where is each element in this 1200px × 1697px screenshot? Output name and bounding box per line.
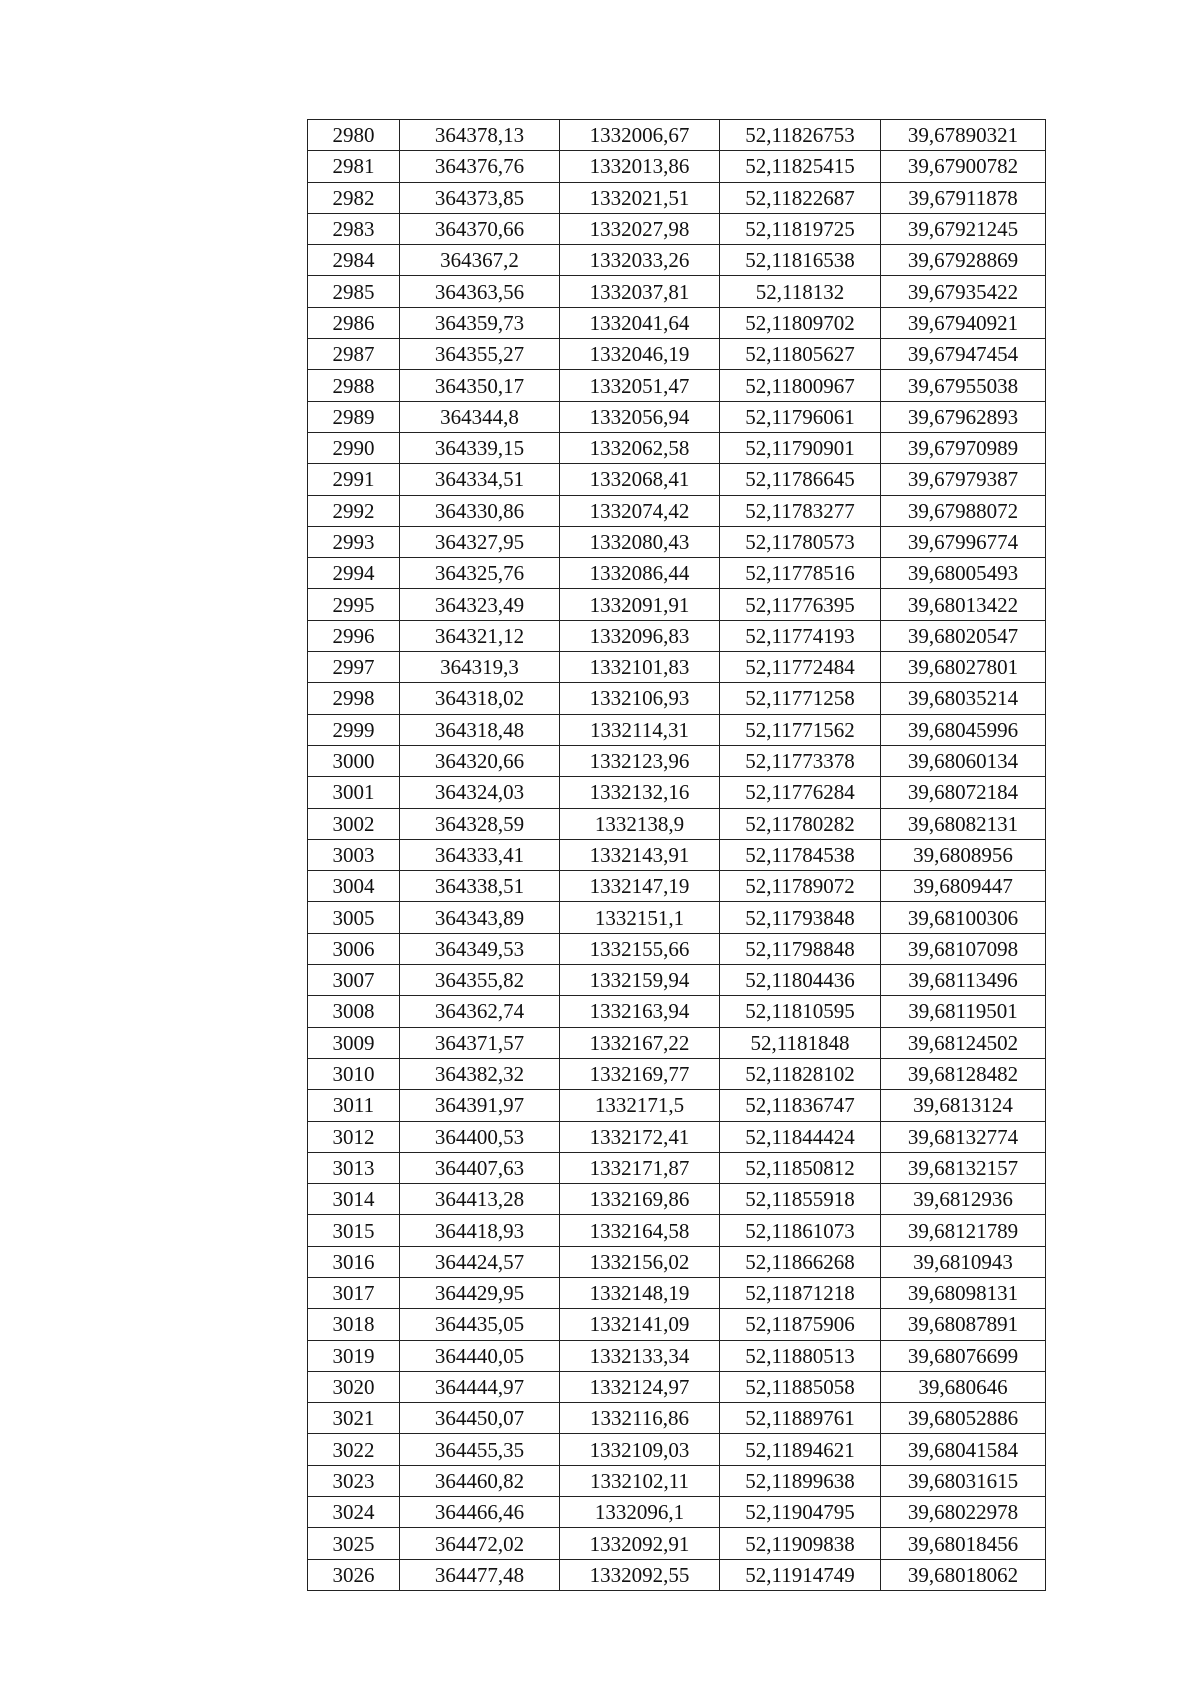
y-coordinate-cell: 1332171,87 [560,1152,720,1183]
longitude-cell: 39,68098131 [881,1277,1046,1308]
point-number-cell: 3001 [308,777,400,808]
y-coordinate-cell: 1332091,91 [560,589,720,620]
latitude-cell: 52,11909838 [720,1528,881,1559]
point-number-cell: 3026 [308,1559,400,1590]
longitude-cell: 39,67955038 [881,370,1046,401]
table-row [308,965,1046,996]
point-number-cell: 2985 [308,276,400,307]
longitude-cell: 39,68035214 [881,683,1046,714]
y-coordinate-cell: 1332046,19 [560,339,720,370]
longitude-cell: 39,680646 [881,1371,1046,1402]
x-coordinate-cell: 364455,35 [400,1434,560,1465]
x-coordinate-cell: 364330,86 [400,495,560,526]
x-coordinate-cell: 364328,59 [400,808,560,839]
latitude-cell: 52,118132 [720,276,881,307]
longitude-cell: 39,68072184 [881,777,1046,808]
y-coordinate-cell: 1332116,86 [560,1403,720,1434]
x-coordinate-cell: 364477,48 [400,1559,560,1590]
latitude-cell: 52,11822687 [720,182,881,213]
point-number-cell: 3020 [308,1371,400,1402]
latitude-cell: 52,11825415 [720,151,881,182]
y-coordinate-cell: 1332132,16 [560,777,720,808]
longitude-cell: 39,67988072 [881,495,1046,526]
table-row [308,714,1046,745]
x-coordinate-cell: 364355,82 [400,965,560,996]
latitude-cell: 52,11796061 [720,401,881,432]
table-row [308,1403,1046,1434]
x-coordinate-cell: 364450,07 [400,1403,560,1434]
point-number-cell: 3019 [308,1340,400,1371]
latitude-cell: 52,11776284 [720,777,881,808]
longitude-cell: 39,67900782 [881,151,1046,182]
y-coordinate-cell: 1332013,86 [560,151,720,182]
y-coordinate-cell: 1332156,02 [560,1246,720,1277]
y-coordinate-cell: 1332171,5 [560,1090,720,1121]
x-coordinate-cell: 364400,53 [400,1121,560,1152]
latitude-cell: 52,11771258 [720,683,881,714]
table-row [308,182,1046,213]
coordinates-table-body [308,120,1046,1591]
table-row [308,307,1046,338]
point-number-cell: 3022 [308,1434,400,1465]
latitude-cell: 52,11914749 [720,1559,881,1590]
y-coordinate-cell: 1332086,44 [560,558,720,589]
table-row [308,401,1046,432]
longitude-cell: 39,68107098 [881,933,1046,964]
y-coordinate-cell: 1332169,77 [560,1058,720,1089]
point-number-cell: 2987 [308,339,400,370]
longitude-cell: 39,68132157 [881,1152,1046,1183]
x-coordinate-cell: 364376,76 [400,151,560,182]
y-coordinate-cell: 1332096,1 [560,1497,720,1528]
table-row [308,1152,1046,1183]
longitude-cell: 39,68087891 [881,1309,1046,1340]
latitude-cell: 52,11850812 [720,1152,881,1183]
latitude-cell: 52,11844424 [720,1121,881,1152]
table-row [308,902,1046,933]
point-number-cell: 3011 [308,1090,400,1121]
point-number-cell: 3016 [308,1246,400,1277]
point-number-cell: 2984 [308,245,400,276]
x-coordinate-cell: 364350,17 [400,370,560,401]
y-coordinate-cell: 1332056,94 [560,401,720,432]
longitude-cell: 39,67947454 [881,339,1046,370]
table-row [308,777,1046,808]
table-row [308,652,1046,683]
x-coordinate-cell: 364407,63 [400,1152,560,1183]
longitude-cell: 39,6810943 [881,1246,1046,1277]
x-coordinate-cell: 364349,53 [400,933,560,964]
point-number-cell: 3021 [308,1403,400,1434]
latitude-cell: 52,11875906 [720,1309,881,1340]
table-row [308,339,1046,370]
y-coordinate-cell: 1332051,47 [560,370,720,401]
x-coordinate-cell: 364355,27 [400,339,560,370]
x-coordinate-cell: 364382,32 [400,1058,560,1089]
y-coordinate-cell: 1332102,11 [560,1465,720,1496]
y-coordinate-cell: 1332068,41 [560,464,720,495]
table-row [308,1184,1046,1215]
point-number-cell: 3025 [308,1528,400,1559]
longitude-cell: 39,68119501 [881,996,1046,1027]
x-coordinate-cell: 364338,51 [400,871,560,902]
table-row [308,526,1046,557]
point-number-cell: 3009 [308,1027,400,1058]
latitude-cell: 52,11819725 [720,213,881,244]
point-number-cell: 3008 [308,996,400,1027]
longitude-cell: 39,67890321 [881,120,1046,151]
longitude-cell: 39,67979387 [881,464,1046,495]
x-coordinate-cell: 364324,03 [400,777,560,808]
x-coordinate-cell: 364435,05 [400,1309,560,1340]
y-coordinate-cell: 1332148,19 [560,1277,720,1308]
latitude-cell: 52,11880513 [720,1340,881,1371]
point-number-cell: 3003 [308,839,400,870]
latitude-cell: 52,11784538 [720,839,881,870]
point-number-cell: 3014 [308,1184,400,1215]
longitude-cell: 39,68020547 [881,620,1046,651]
y-coordinate-cell: 1332101,83 [560,652,720,683]
table-row [308,1497,1046,1528]
x-coordinate-cell: 364344,8 [400,401,560,432]
y-coordinate-cell: 1332096,83 [560,620,720,651]
y-coordinate-cell: 1332092,55 [560,1559,720,1590]
x-coordinate-cell: 364334,51 [400,464,560,495]
latitude-cell: 52,11836747 [720,1090,881,1121]
y-coordinate-cell: 1332114,31 [560,714,720,745]
point-number-cell: 2997 [308,652,400,683]
y-coordinate-cell: 1332172,41 [560,1121,720,1152]
table-row [308,370,1046,401]
x-coordinate-cell: 364466,46 [400,1497,560,1528]
longitude-cell: 39,68045996 [881,714,1046,745]
x-coordinate-cell: 364391,97 [400,1090,560,1121]
latitude-cell: 52,11780282 [720,808,881,839]
longitude-cell: 39,68027801 [881,652,1046,683]
x-coordinate-cell: 364373,85 [400,182,560,213]
y-coordinate-cell: 1332169,86 [560,1184,720,1215]
table-row [308,745,1046,776]
x-coordinate-cell: 364318,48 [400,714,560,745]
y-coordinate-cell: 1332141,09 [560,1309,720,1340]
table-row [308,464,1046,495]
y-coordinate-cell: 1332021,51 [560,182,720,213]
y-coordinate-cell: 1332151,1 [560,902,720,933]
latitude-cell: 52,11780573 [720,526,881,557]
longitude-cell: 39,68128482 [881,1058,1046,1089]
point-number-cell: 3010 [308,1058,400,1089]
x-coordinate-cell: 364440,05 [400,1340,560,1371]
coordinates-table [307,119,1046,1591]
latitude-cell: 52,11826753 [720,120,881,151]
table-row [308,276,1046,307]
x-coordinate-cell: 364367,2 [400,245,560,276]
x-coordinate-cell: 364413,28 [400,1184,560,1215]
longitude-cell: 39,68121789 [881,1215,1046,1246]
latitude-cell: 52,11789072 [720,871,881,902]
latitude-cell: 52,11809702 [720,307,881,338]
x-coordinate-cell: 364321,12 [400,620,560,651]
table-row [308,213,1046,244]
latitude-cell: 52,11904795 [720,1497,881,1528]
table-row [308,558,1046,589]
point-number-cell: 3005 [308,902,400,933]
x-coordinate-cell: 364424,57 [400,1246,560,1277]
table-row [308,1277,1046,1308]
point-number-cell: 3024 [308,1497,400,1528]
latitude-cell: 52,11861073 [720,1215,881,1246]
latitude-cell: 52,11804436 [720,965,881,996]
latitude-cell: 52,11776395 [720,589,881,620]
table-row [308,1090,1046,1121]
point-number-cell: 2982 [308,182,400,213]
table-row [308,933,1046,964]
x-coordinate-cell: 364319,3 [400,652,560,683]
x-coordinate-cell: 364359,73 [400,307,560,338]
latitude-cell: 52,11798848 [720,933,881,964]
longitude-cell: 39,68041584 [881,1434,1046,1465]
y-coordinate-cell: 1332123,96 [560,745,720,776]
x-coordinate-cell: 364339,15 [400,432,560,463]
y-coordinate-cell: 1332124,97 [560,1371,720,1402]
longitude-cell: 39,68052886 [881,1403,1046,1434]
longitude-cell: 39,6808956 [881,839,1046,870]
x-coordinate-cell: 364429,95 [400,1277,560,1308]
x-coordinate-cell: 364327,95 [400,526,560,557]
longitude-cell: 39,67970989 [881,432,1046,463]
x-coordinate-cell: 364362,74 [400,996,560,1027]
longitude-cell: 39,68113496 [881,965,1046,996]
x-coordinate-cell: 364363,56 [400,276,560,307]
y-coordinate-cell: 1332133,34 [560,1340,720,1371]
point-number-cell: 2992 [308,495,400,526]
point-number-cell: 2988 [308,370,400,401]
latitude-cell: 52,1181848 [720,1027,881,1058]
point-number-cell: 2993 [308,526,400,557]
table-row [308,683,1046,714]
latitude-cell: 52,11871218 [720,1277,881,1308]
table-row [308,495,1046,526]
point-number-cell: 2989 [308,401,400,432]
x-coordinate-cell: 364318,02 [400,683,560,714]
x-coordinate-cell: 364444,97 [400,1371,560,1402]
y-coordinate-cell: 1332074,42 [560,495,720,526]
point-number-cell: 3004 [308,871,400,902]
x-coordinate-cell: 364371,57 [400,1027,560,1058]
table-row [308,151,1046,182]
latitude-cell: 52,11771562 [720,714,881,745]
point-number-cell: 3006 [308,933,400,964]
longitude-cell: 39,67940921 [881,307,1046,338]
table-row [308,1027,1046,1058]
x-coordinate-cell: 364333,41 [400,839,560,870]
latitude-cell: 52,11810595 [720,996,881,1027]
latitude-cell: 52,11816538 [720,245,881,276]
longitude-cell: 39,67962893 [881,401,1046,432]
table-row [308,839,1046,870]
point-number-cell: 2998 [308,683,400,714]
table-row [308,120,1046,151]
longitude-cell: 39,68018456 [881,1528,1046,1559]
table-row [308,1340,1046,1371]
point-number-cell: 2981 [308,151,400,182]
point-number-cell: 3017 [308,1277,400,1308]
point-number-cell: 3015 [308,1215,400,1246]
table-row [308,1058,1046,1089]
table-row [308,245,1046,276]
y-coordinate-cell: 1332041,64 [560,307,720,338]
point-number-cell: 3012 [308,1121,400,1152]
longitude-cell: 39,68018062 [881,1559,1046,1590]
x-coordinate-cell: 364378,13 [400,120,560,151]
y-coordinate-cell: 1332159,94 [560,965,720,996]
latitude-cell: 52,11773378 [720,745,881,776]
y-coordinate-cell: 1332027,98 [560,213,720,244]
latitude-cell: 52,11774193 [720,620,881,651]
longitude-cell: 39,67911878 [881,182,1046,213]
point-number-cell: 2994 [308,558,400,589]
longitude-cell: 39,6809447 [881,871,1046,902]
table-row [308,589,1046,620]
longitude-cell: 39,6812936 [881,1184,1046,1215]
y-coordinate-cell: 1332163,94 [560,996,720,1027]
longitude-cell: 39,68013422 [881,589,1046,620]
latitude-cell: 52,11790901 [720,432,881,463]
point-number-cell: 2983 [308,213,400,244]
latitude-cell: 52,11855918 [720,1184,881,1215]
point-number-cell: 2995 [308,589,400,620]
longitude-cell: 39,67996774 [881,526,1046,557]
point-number-cell: 2991 [308,464,400,495]
y-coordinate-cell: 1332155,66 [560,933,720,964]
y-coordinate-cell: 1332109,03 [560,1434,720,1465]
latitude-cell: 52,11885058 [720,1371,881,1402]
point-number-cell: 2996 [308,620,400,651]
point-number-cell: 3000 [308,745,400,776]
point-number-cell: 3018 [308,1309,400,1340]
latitude-cell: 52,11778516 [720,558,881,589]
latitude-cell: 52,11786645 [720,464,881,495]
table-row [308,1465,1046,1496]
latitude-cell: 52,11889761 [720,1403,881,1434]
longitude-cell: 39,67928869 [881,245,1046,276]
table-row [308,1246,1046,1277]
table-row [308,620,1046,651]
y-coordinate-cell: 1332062,58 [560,432,720,463]
table-row [308,1559,1046,1590]
y-coordinate-cell: 1332037,81 [560,276,720,307]
latitude-cell: 52,11800967 [720,370,881,401]
x-coordinate-cell: 364323,49 [400,589,560,620]
y-coordinate-cell: 1332006,67 [560,120,720,151]
x-coordinate-cell: 364460,82 [400,1465,560,1496]
table-row [308,1215,1046,1246]
longitude-cell: 39,68022978 [881,1497,1046,1528]
latitude-cell: 52,11828102 [720,1058,881,1089]
table-row [308,1528,1046,1559]
point-number-cell: 2999 [308,714,400,745]
table-row [308,871,1046,902]
table-row [308,432,1046,463]
y-coordinate-cell: 1332143,91 [560,839,720,870]
point-number-cell: 2980 [308,120,400,151]
point-number-cell: 3023 [308,1465,400,1496]
latitude-cell: 52,11894621 [720,1434,881,1465]
longitude-cell: 39,68005493 [881,558,1046,589]
longitude-cell: 39,68132774 [881,1121,1046,1152]
point-number-cell: 2990 [308,432,400,463]
table-row [308,808,1046,839]
longitude-cell: 39,68124502 [881,1027,1046,1058]
latitude-cell: 52,11783277 [720,495,881,526]
longitude-cell: 39,68076699 [881,1340,1046,1371]
latitude-cell: 52,11793848 [720,902,881,933]
longitude-cell: 39,67921245 [881,213,1046,244]
point-number-cell: 3002 [308,808,400,839]
point-number-cell: 3007 [308,965,400,996]
x-coordinate-cell: 364343,89 [400,902,560,933]
y-coordinate-cell: 1332167,22 [560,1027,720,1058]
longitude-cell: 39,6813124 [881,1090,1046,1121]
latitude-cell: 52,11772484 [720,652,881,683]
longitude-cell: 39,68060134 [881,745,1046,776]
latitude-cell: 52,11899638 [720,1465,881,1496]
longitude-cell: 39,68082131 [881,808,1046,839]
y-coordinate-cell: 1332147,19 [560,871,720,902]
y-coordinate-cell: 1332080,43 [560,526,720,557]
x-coordinate-cell: 364320,66 [400,745,560,776]
x-coordinate-cell: 364418,93 [400,1215,560,1246]
longitude-cell: 39,68100306 [881,902,1046,933]
y-coordinate-cell: 1332092,91 [560,1528,720,1559]
latitude-cell: 52,11866268 [720,1246,881,1277]
table-row [308,996,1046,1027]
y-coordinate-cell: 1332138,9 [560,808,720,839]
table-row [308,1371,1046,1402]
x-coordinate-cell: 364370,66 [400,213,560,244]
longitude-cell: 39,67935422 [881,276,1046,307]
y-coordinate-cell: 1332164,58 [560,1215,720,1246]
x-coordinate-cell: 364472,02 [400,1528,560,1559]
table-row [308,1121,1046,1152]
y-coordinate-cell: 1332033,26 [560,245,720,276]
point-number-cell: 2986 [308,307,400,338]
point-number-cell: 3013 [308,1152,400,1183]
longitude-cell: 39,68031615 [881,1465,1046,1496]
x-coordinate-cell: 364325,76 [400,558,560,589]
latitude-cell: 52,11805627 [720,339,881,370]
table-row [308,1309,1046,1340]
table-row [308,1434,1046,1465]
y-coordinate-cell: 1332106,93 [560,683,720,714]
